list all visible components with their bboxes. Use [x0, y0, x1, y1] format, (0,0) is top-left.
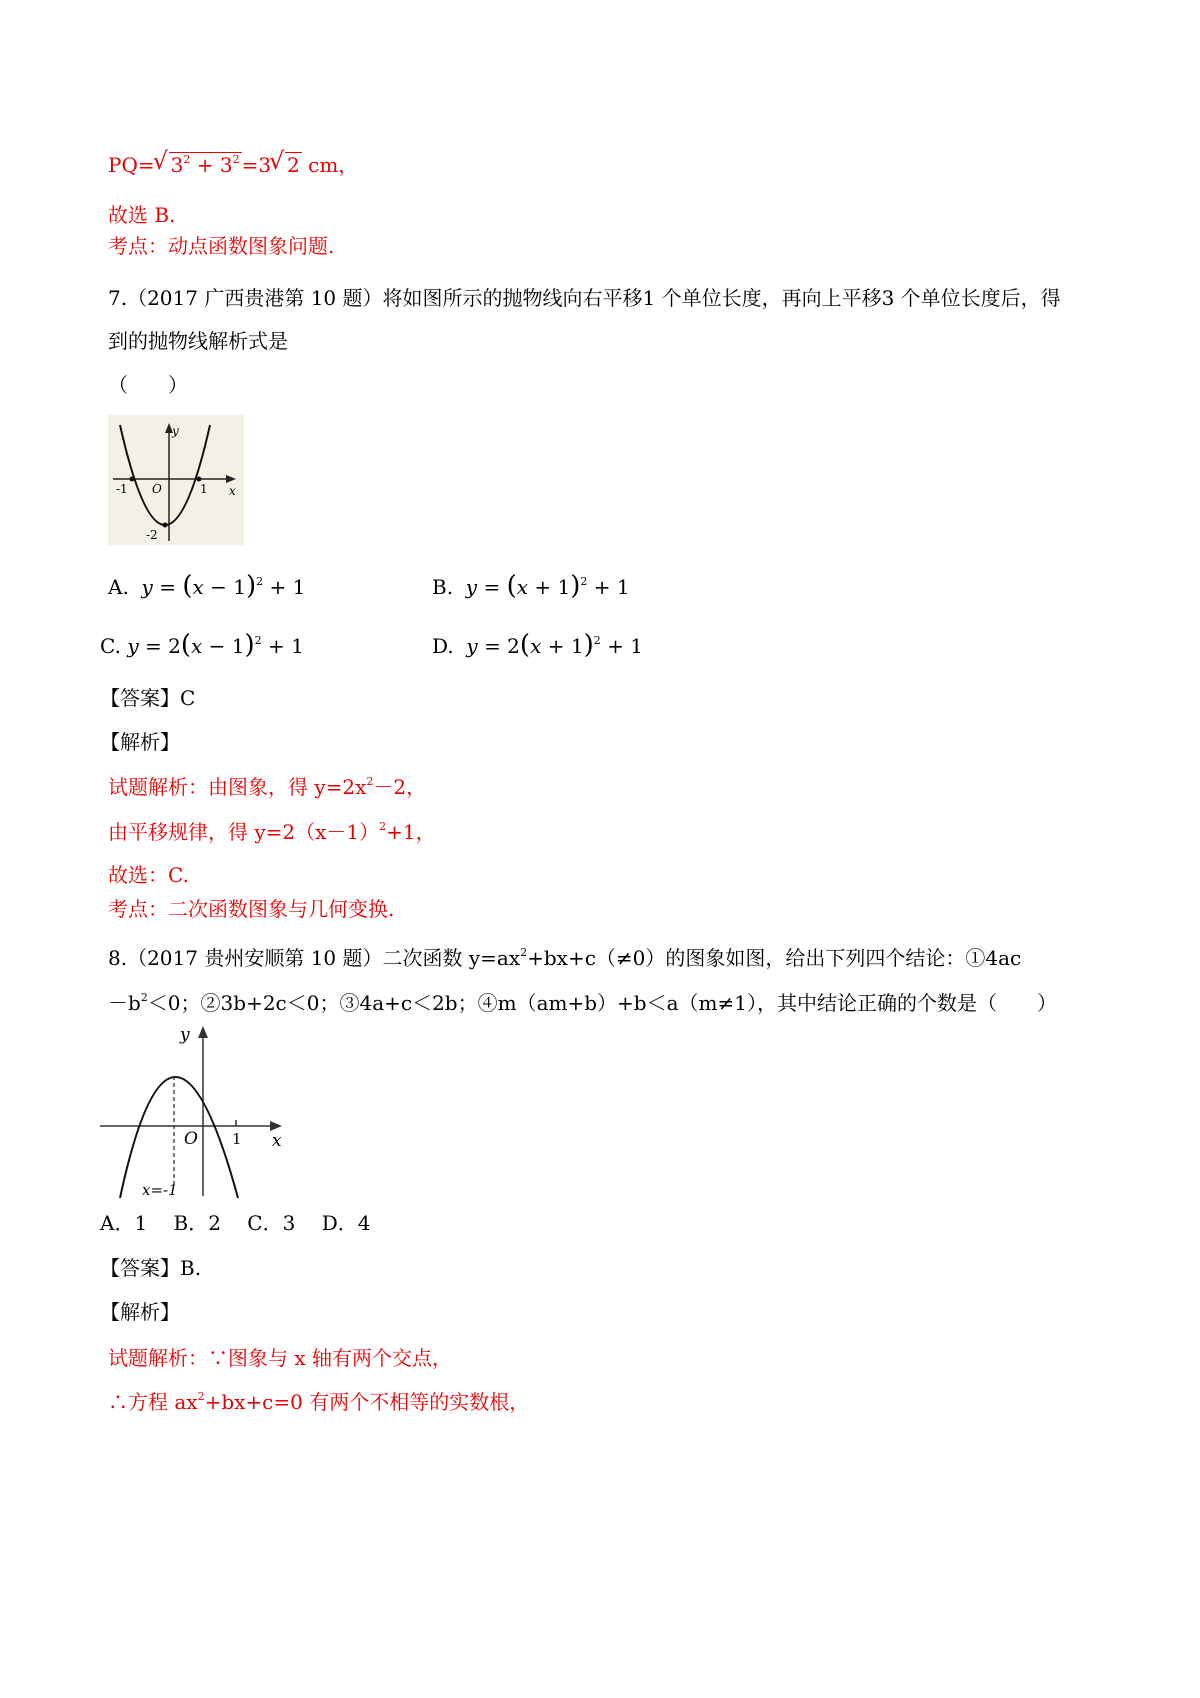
q7-option-b: B. $y = (x + 1)^2 + 1$: [432, 571, 630, 601]
q7-solution-line3: 故选：C.: [108, 863, 189, 887]
q7-option-a: A. $y = (x - 1)^2 + 1$: [108, 571, 306, 601]
q7-graph-y-label: y: [172, 424, 179, 438]
pq-formula: PQ=√ $3^2 + 3^2 =3√$ 2 cm，: [108, 152, 358, 178]
q7-parabola-graph: [108, 415, 244, 545]
prev-kaodian: 考点：动点函数图象问题.: [108, 234, 335, 258]
q7-analysis-label: 【解析】: [100, 730, 180, 754]
q8-solution-line1: 试题解析：∵图象与 x 轴有两个交点，: [108, 1346, 452, 1370]
q7-solution-line2: 由平移规律，得 $y=2(x-1)^2+1$，: [108, 820, 436, 844]
q8-solution-line2: ∴方程 $ax^2+bx+c=0$ 有两个不相等的实数根，: [108, 1390, 530, 1414]
q8-answer: 【答案】B.: [100, 1256, 202, 1280]
q8-graph-origin-label: O: [184, 1129, 198, 1149]
q7-option-c: C. $y = 2(x - 1)^2 + 1$: [100, 630, 304, 660]
q7-paren: （ ）: [108, 373, 188, 397]
q7-graph-1-label: 1: [200, 482, 208, 496]
q7-graph-x-label: x: [229, 484, 236, 498]
q7-kaodian: 考点：二次函数图象与几何变换.: [108, 897, 395, 921]
q7-answer: 【答案】C: [100, 686, 196, 710]
q7-option-d: D. $y = 2(x + 1)^2 + 1$: [432, 630, 643, 660]
q8-graph-1-label: 1: [232, 1130, 242, 1148]
q7-stem-line1: 7.（2017 广西贵港第 10 题）将如图所示的抛物线向右平移1 个单位长度，再向上平移3 个单位长度后，得: [108, 286, 1061, 310]
q8-analysis-label: 【解析】: [100, 1300, 180, 1324]
q8-stem-line1: 8.（2017 贵州安顺第 10 题）二次函数 $y=ax^2+bx+c(\ne 0)$的图象如图，给出下列四个结论：①4ac: [108, 946, 1022, 970]
q8-stem-line2: $-b^2<0$；②3b+2c＜0；③4a+c＜2b；④m（am+b）+b＜a（m≠1），其中结论正确的个数是（ ）: [108, 991, 1057, 1015]
q8-options: A．1 B．2 C．3 D．4: [100, 1211, 371, 1235]
q7-stem-line2: 到的抛物线解析式是: [108, 329, 288, 353]
q8-graph-y-label: y: [180, 1025, 190, 1045]
q8-graph-axis-label: x=-1: [142, 1181, 178, 1199]
q8-graph-x-label: x: [272, 1131, 282, 1151]
q7-graph-neg1-label: -1: [116, 482, 128, 496]
q7-solution-line1: 试题解析：由图象，得 $y=2x^2-2$，: [108, 775, 427, 799]
prev-choice: 故选 B.: [108, 203, 176, 227]
q7-graph-origin-label: O: [152, 482, 162, 496]
q8-parabola-graph: [98, 1020, 298, 1200]
q7-graph-neg2-label: -2: [146, 528, 158, 542]
